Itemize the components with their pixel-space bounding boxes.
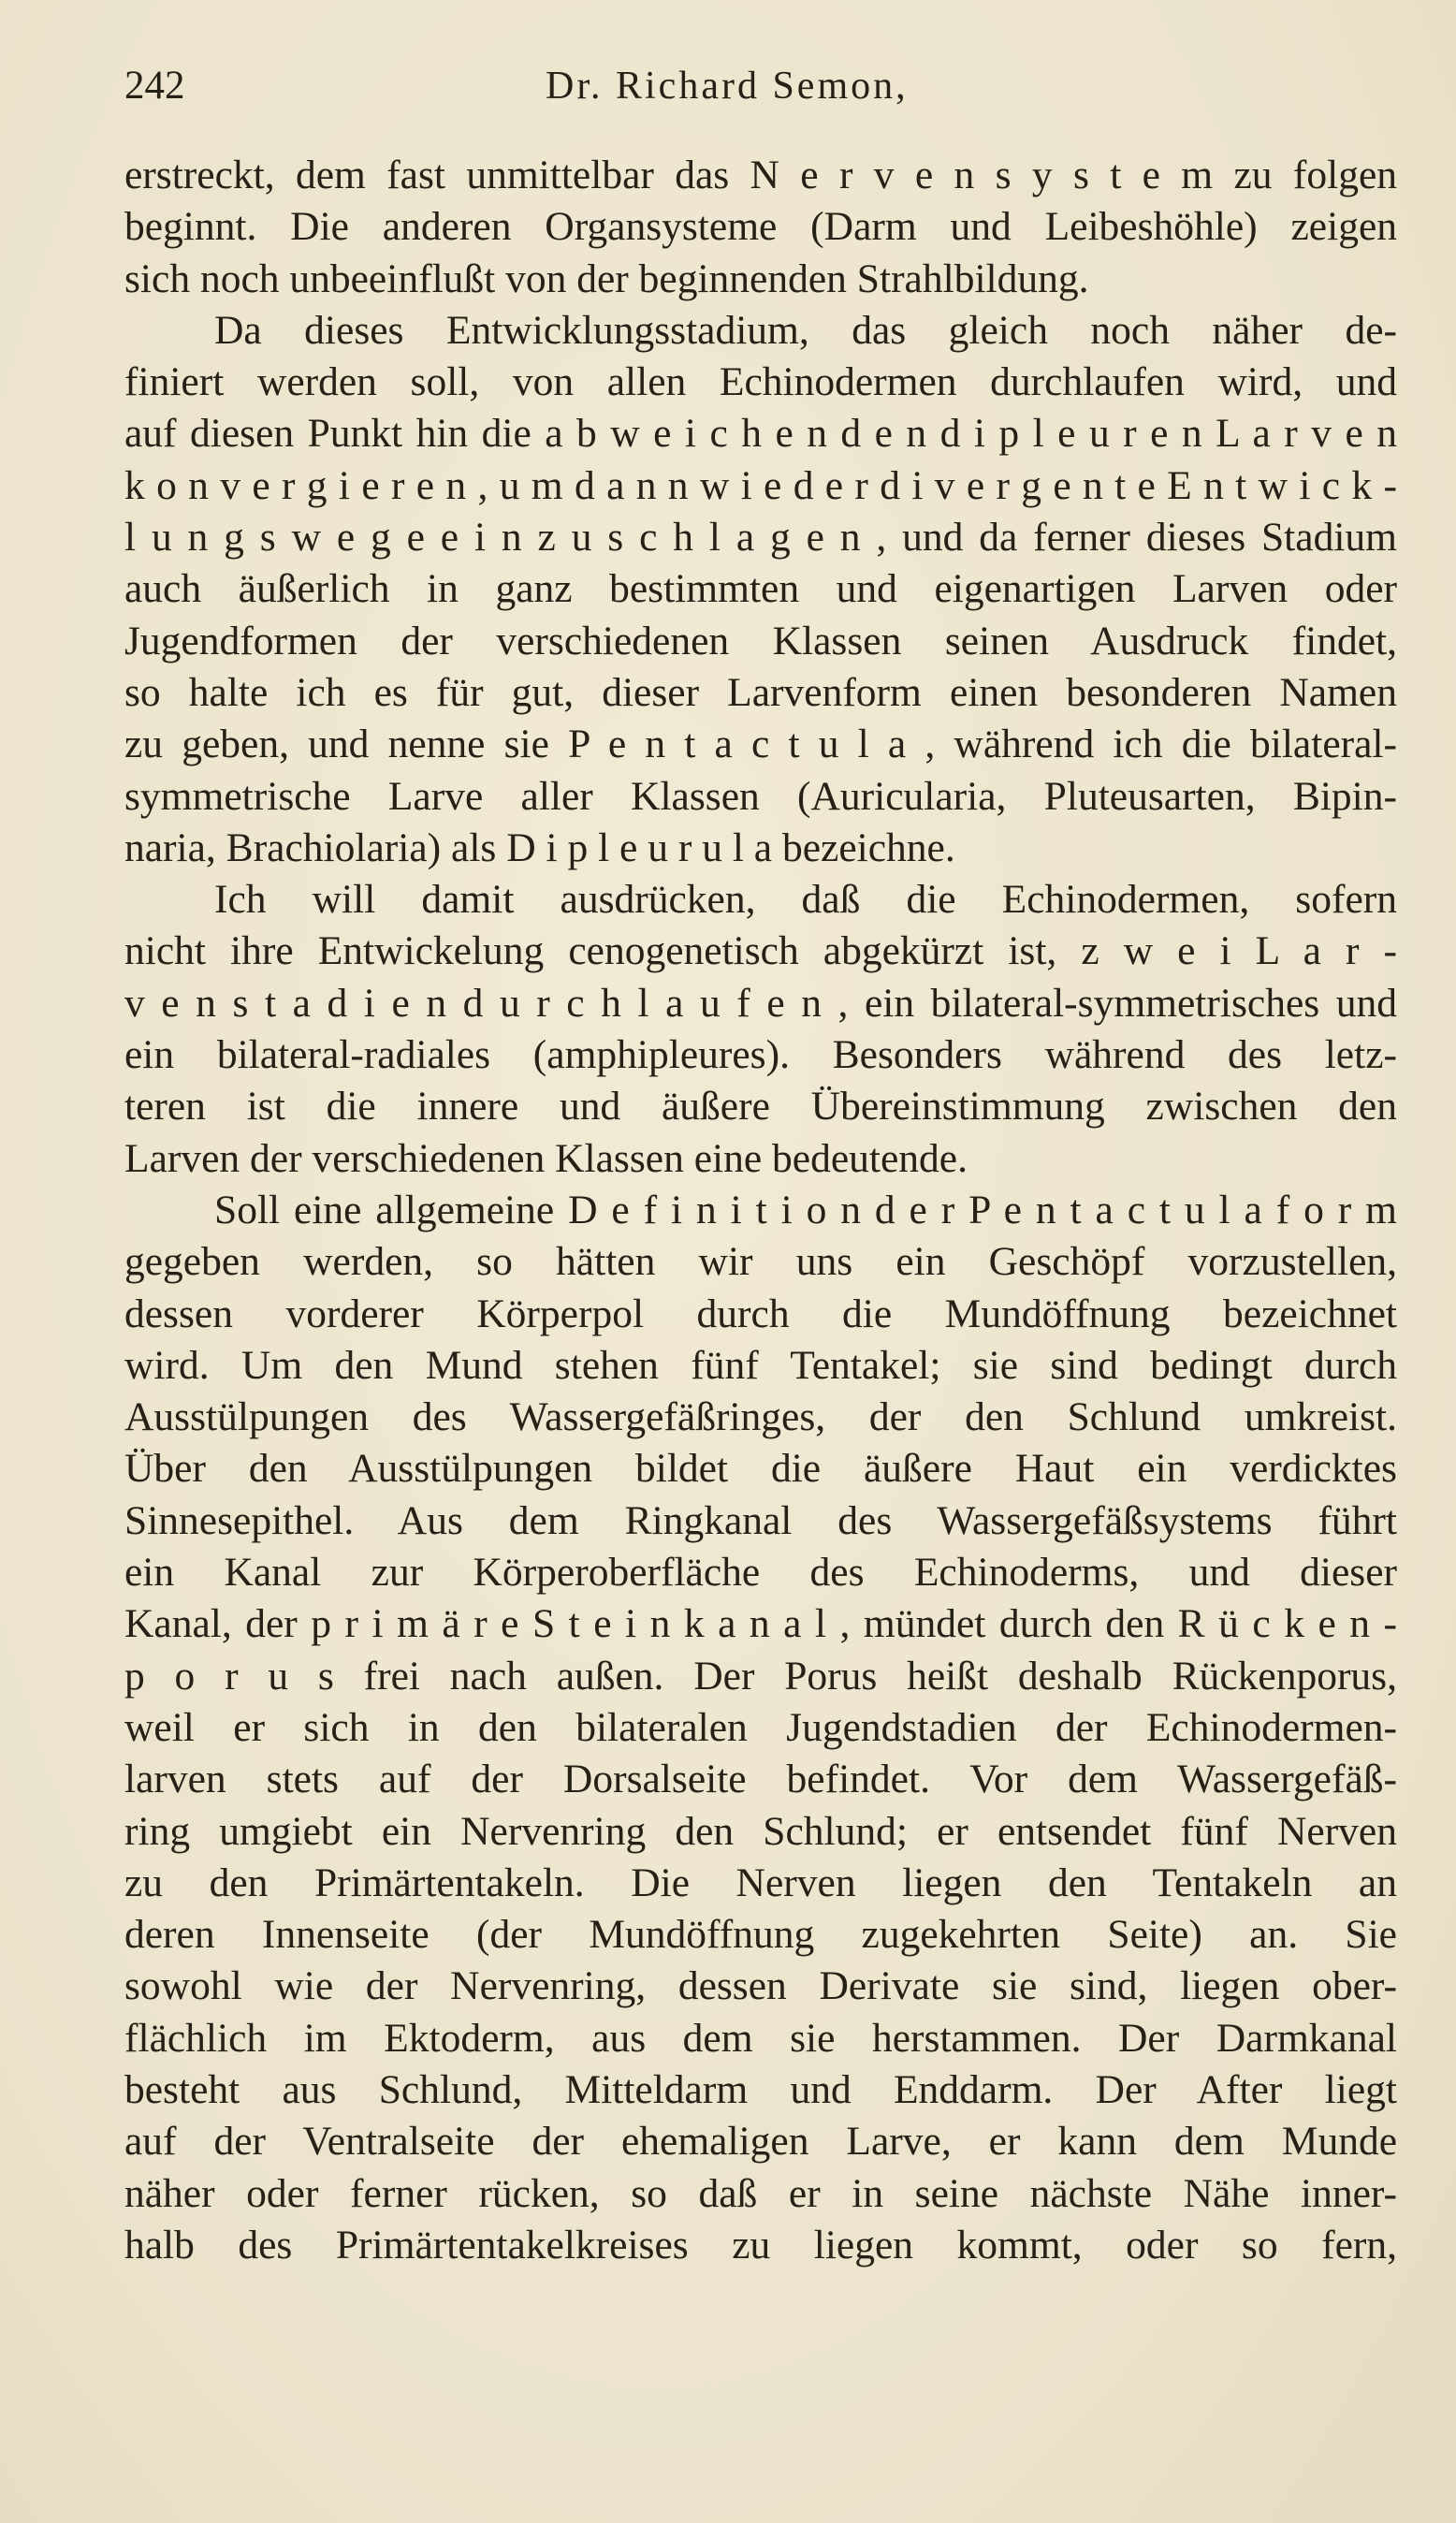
text-line: wird. Um den Mund stehen fünf Tentakel; sie sind bedingt durch (124, 1342, 1397, 1388)
body-text (124, 150, 1397, 2271)
text-line: so halte ich es für gut, dieser Larvenform einen besonderen Namen (124, 669, 1397, 715)
text-line: zu den Primärtentakeln. Die Nerven liegen den Tentakeln an (124, 1859, 1397, 1905)
text-line: zu geben, und nenne sie P e n t a c t u l a , während ich die bilateral- (124, 722, 1397, 767)
text-line: deren Innenseite (der Mundöffnung zugekehrten Seite) an. Sie (124, 1912, 1397, 1958)
text-line: Soll eine allgemeine D e f i n i t i o n d e r P e n t a c t u l a f o r m (214, 1187, 1397, 1232)
text-line: flächlich im Ektoderm, aus dem sie herstammen. Der Darmkanal (124, 2015, 1397, 2061)
text-line: näher oder ferner rücken, so daß er in seine nächste Nähe inner- (124, 2170, 1397, 2216)
text-line: Über den Ausstülpungen bildet die äußere Haut ein verdicktes (124, 1446, 1397, 1492)
text-line: p o r u s frei nach außen. Der Porus heißt deshalb Rückenporus, (124, 1653, 1397, 1699)
text-line: ein bilateral-radiales (amphipleures). Besonders während des letz- (124, 1032, 1397, 1078)
text-line: beginnt. Die anderen Organsysteme (Darm und Leibeshöhle) zeigen (124, 204, 1397, 250)
text-line: naria, Brachiolaria) als D i p l e u r u l a bezeichne. (124, 824, 955, 870)
page-header (124, 58, 1416, 114)
text-line: Da dieses Entwicklungsstadium, das gleich noch näher de- (214, 307, 1397, 353)
text-line: Ich will damit ausdrücken, daß die Echinodermen, sofern (214, 877, 1397, 923)
text-line: auf der Ventralseite der ehemaligen Larve, er kann dem Munde (124, 2119, 1397, 2165)
text-line: erstreckt, dem fast unmittelbar das N e r v e n s y s t e m zu folgen (124, 153, 1397, 197)
text-line: auch äußerlich in ganz bestimmten und eigenartigen Larven oder (124, 566, 1397, 612)
text-line: halb des Primärtentakelkreises zu liegen kommt, oder so fern, (124, 2222, 1397, 2268)
text-line: ein Kanal zur Körperoberfläche des Echinoderms, und dieser (124, 1550, 1397, 1596)
running-head: Dr. Richard Semon, (546, 65, 909, 108)
text-line: teren ist die innere und äußere Übereinstimmung zwischen den (124, 1084, 1397, 1130)
text-line: Jugendformen der verschiedenen Klassen seinen Ausdruck findet, (124, 618, 1397, 664)
text-line: larven stets auf der Dorsalseite befindet. Vor dem Wassergefäß- (124, 1757, 1397, 1802)
text-line: Ausstülpungen des Wassergefäßringes, der den Schlund umkreist. (124, 1394, 1397, 1440)
text-line: k o n v e r g i e r e n , u m d a n n w i e d e r d i v e r g e n t e E n t w i c k - (124, 462, 1397, 508)
text-line: ring umgiebt ein Nervenring den Schlund; er entsendet fünf Nerven (124, 1808, 1397, 1854)
text-line: besteht aus Schlund, Mitteldarm und Enddarm. Der After liegt (124, 2066, 1397, 2112)
text-line: gegeben werden, so hätten wir uns ein Geschöpf vorzustellen, (124, 1239, 1397, 1285)
text-line: l u n g s w e g e e i n z u s c h l a g e n , und da ferner dieses Stadium (124, 515, 1397, 561)
text-line: auf diesen Punkt hin die a b w e i c h e n d e n d i p l e u r e n L a r v e n (124, 411, 1397, 457)
text-line: v e n s t a d i e n d u r c h l a u f e n , ein bilateral-symmetrisches und (124, 980, 1397, 1026)
text-line: Larven der verschiedenen Klassen eine bedeutende. (124, 1135, 968, 1181)
text-line: sich noch unbeeinflußt von der beginnenden Strahlbildung. (124, 255, 1089, 301)
text-line: finiert werden soll, von allen Echinodermen durchlaufen wird, und (124, 359, 1397, 405)
text-line: symmetrische Larve aller Klassen (Auricularia, Pluteusarten, Bipin- (124, 773, 1397, 819)
text-line: sowohl wie der Nervenring, dessen Derivate sie sind, liegen ober- (124, 1963, 1397, 2009)
page-number: 242 (124, 64, 185, 108)
text-line: weil er sich in den bilateralen Jugendstadien der Echinodermen- (124, 1704, 1397, 1750)
text-line: dessen vorderer Körperpol durch die Mundöffnung bezeichnet (124, 1291, 1397, 1336)
text-line: nicht ihre Entwickelung cenogenetisch abgekürzt ist, z w e i L a r - (124, 928, 1397, 974)
text-line: Kanal, der p r i m ä r e S t e i n k a n a l , mündet durch den R ü c k e n - (124, 1601, 1397, 1647)
text-line: Sinnesepithel. Aus dem Ringkanal des Wassergefäßsystems führt (124, 1497, 1397, 1543)
